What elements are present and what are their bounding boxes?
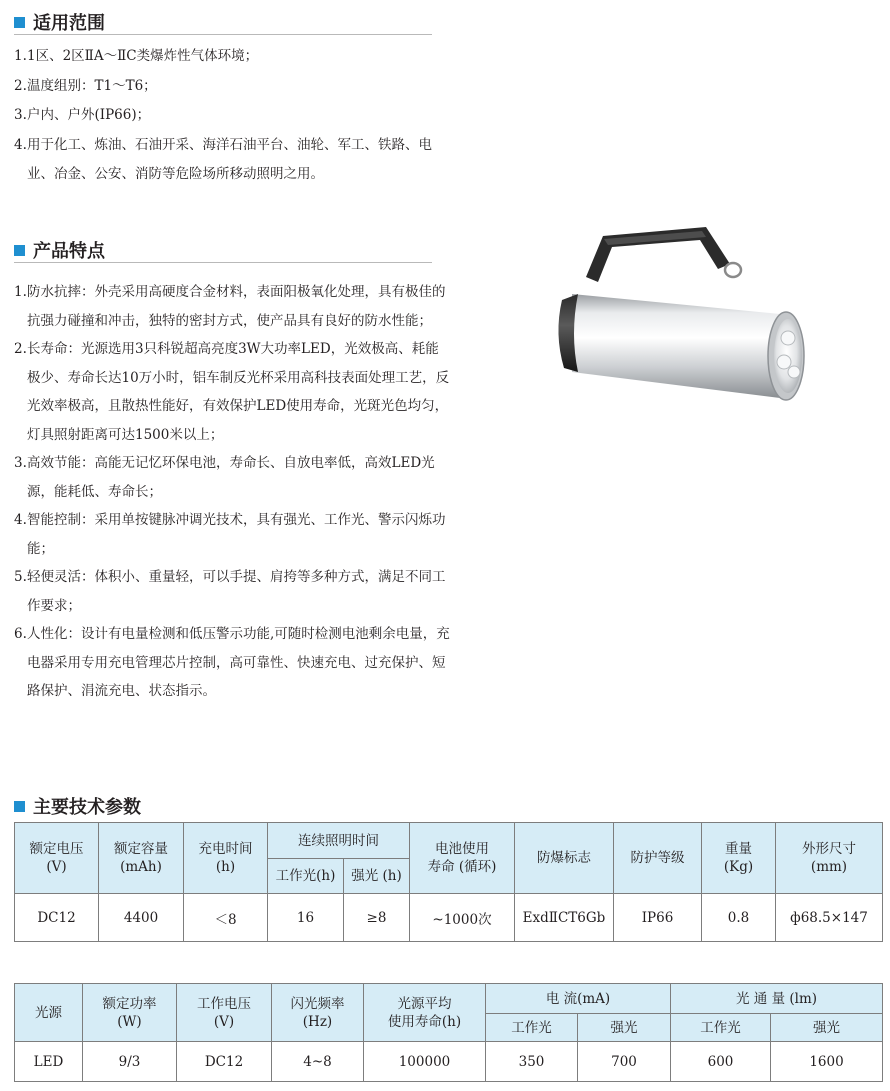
features-title: 产品特点 bbox=[33, 241, 105, 262]
table-cell: ≥8 bbox=[344, 894, 410, 942]
header-cell: 额定功率 (W) bbox=[83, 984, 177, 1042]
header-cell: 防爆标志 bbox=[515, 823, 614, 894]
header-cell: 电池使用 寿命 (循环) bbox=[410, 823, 515, 894]
table-cell: 100000 bbox=[364, 1042, 486, 1082]
table-cell: DC12 bbox=[177, 1042, 272, 1082]
header-cell: 额定容量 (mAh) bbox=[99, 823, 184, 894]
table-cell: ф68.5×147 bbox=[776, 894, 883, 942]
table-cell: 9/3 bbox=[83, 1042, 177, 1082]
flashlight-image bbox=[548, 222, 810, 412]
table-cell: DC12 bbox=[15, 894, 99, 942]
header-cell: 强光 bbox=[578, 1014, 671, 1042]
list-item: 3. 高效节能：高能无记忆环保电池，寿命长、自放电率低，高效LED光源，能耗低、寿命长； bbox=[14, 455, 435, 500]
section-marker-icon bbox=[14, 245, 25, 256]
section-marker-icon bbox=[14, 801, 25, 812]
header-cell: 外形尺寸 (mm) bbox=[776, 823, 883, 894]
table-cell: 1600 bbox=[771, 1042, 883, 1082]
section-marker-icon bbox=[14, 17, 25, 28]
header-cell: 工作光 bbox=[486, 1014, 578, 1042]
list-item: 3. 户内、户外(IP66)； bbox=[14, 107, 151, 123]
table-cell: 600 bbox=[671, 1042, 771, 1082]
header-cell: 额定电压 (V) bbox=[15, 823, 99, 894]
flashlight-illustration bbox=[548, 222, 810, 412]
specs-title: 主要技术参数 bbox=[33, 797, 141, 818]
list-item: 2. 长寿命：光源选用3只科锐超高亮度3W大功率LED，光效极高、耗能极少、寿命长达10万小时，铝车制反光杯采用高科技表面处理工艺，反光效率极高，且散热性能好，有效保护LED使用寿命，光斑光色均匀，灯具照射距离可达1500米以上； bbox=[14, 341, 450, 443]
header-cell: 电 流(mA) bbox=[486, 984, 671, 1014]
table-cell: ~1000次 bbox=[410, 894, 515, 942]
list-item: 1. 1区、2区ⅡA～ⅡC类爆炸性气体环境； bbox=[14, 48, 259, 64]
spec-table-2 bbox=[14, 983, 883, 1082]
scope-list bbox=[14, 42, 434, 190]
list-item: 1. 防水抗摔：外壳采用高硬度合金材料，表面阳极氧化处理，具有极佳的抗强力碰撞和冲击，独特的密封方式，使产品具有良好的防水性能； bbox=[14, 284, 446, 329]
table-cell: 4~8 bbox=[272, 1042, 364, 1082]
specs-heading bbox=[14, 793, 141, 819]
header-cell: 工作电压 (V) bbox=[177, 984, 272, 1042]
table-cell: 16 bbox=[268, 894, 344, 942]
table-cell: 700 bbox=[578, 1042, 671, 1082]
header-cell: 光源 bbox=[15, 984, 83, 1042]
list-item: 5. 轻便灵活：体积小、重量轻，可以手提、肩挎等多种方式，满足不同工作要求； bbox=[14, 569, 446, 614]
header-cell: 强光 bbox=[771, 1014, 883, 1042]
spec-table-1 bbox=[14, 822, 883, 942]
scope-title: 适用范围 bbox=[33, 13, 105, 34]
header-cell: 光源平均 使用寿命(h) bbox=[364, 984, 486, 1042]
header-cell: 工作光 bbox=[671, 1014, 771, 1042]
list-item: 6. 人性化：设计有电量检测和低压警示功能,可随时检测电池剩余电量，充电器采用专用充电管理芯片控制，高可靠性、快速充电、过充保护、短路保护、涓流充电、状态指示。 bbox=[14, 626, 450, 699]
list-item: 4. 用于化工、炼油、石油开采、海洋石油平台、油轮、军工、铁路、电业、冶金、公安、消防等危险场所移动照明之用。 bbox=[14, 136, 432, 182]
table-cell: LED bbox=[15, 1042, 83, 1082]
list-item: 4. 智能控制：采用单按键脉冲调光技术，具有强光、工作光、警示闪烁功能； bbox=[14, 512, 446, 557]
header-cell: 防护等级 bbox=[614, 823, 702, 894]
table-cell: 0.8 bbox=[702, 894, 776, 942]
header-cell: 闪光频率 (Hz) bbox=[272, 984, 364, 1042]
table-cell: IP66 bbox=[614, 894, 702, 942]
table-cell: 4400 bbox=[99, 894, 184, 942]
header-cell: 光 通 量 (lm) bbox=[671, 984, 883, 1014]
table-cell: ExdⅡCT6Gb bbox=[515, 894, 614, 942]
header-cell: 连续照明时间 bbox=[268, 823, 410, 859]
features-list bbox=[14, 278, 450, 706]
header-cell: 重量 (Kg) bbox=[702, 823, 776, 894]
scope-heading bbox=[14, 9, 105, 35]
header-cell: 充电时间 (h) bbox=[184, 823, 268, 894]
divider bbox=[14, 34, 432, 35]
header-cell: 工作光(h) bbox=[268, 859, 344, 894]
features-heading bbox=[14, 237, 105, 263]
list-item: 2. 温度组别：T1～T6； bbox=[14, 77, 157, 94]
table-cell: 350 bbox=[486, 1042, 578, 1082]
divider bbox=[14, 262, 432, 263]
table-cell: ＜8 bbox=[184, 894, 268, 942]
header-cell: 强光 (h) bbox=[344, 859, 410, 894]
